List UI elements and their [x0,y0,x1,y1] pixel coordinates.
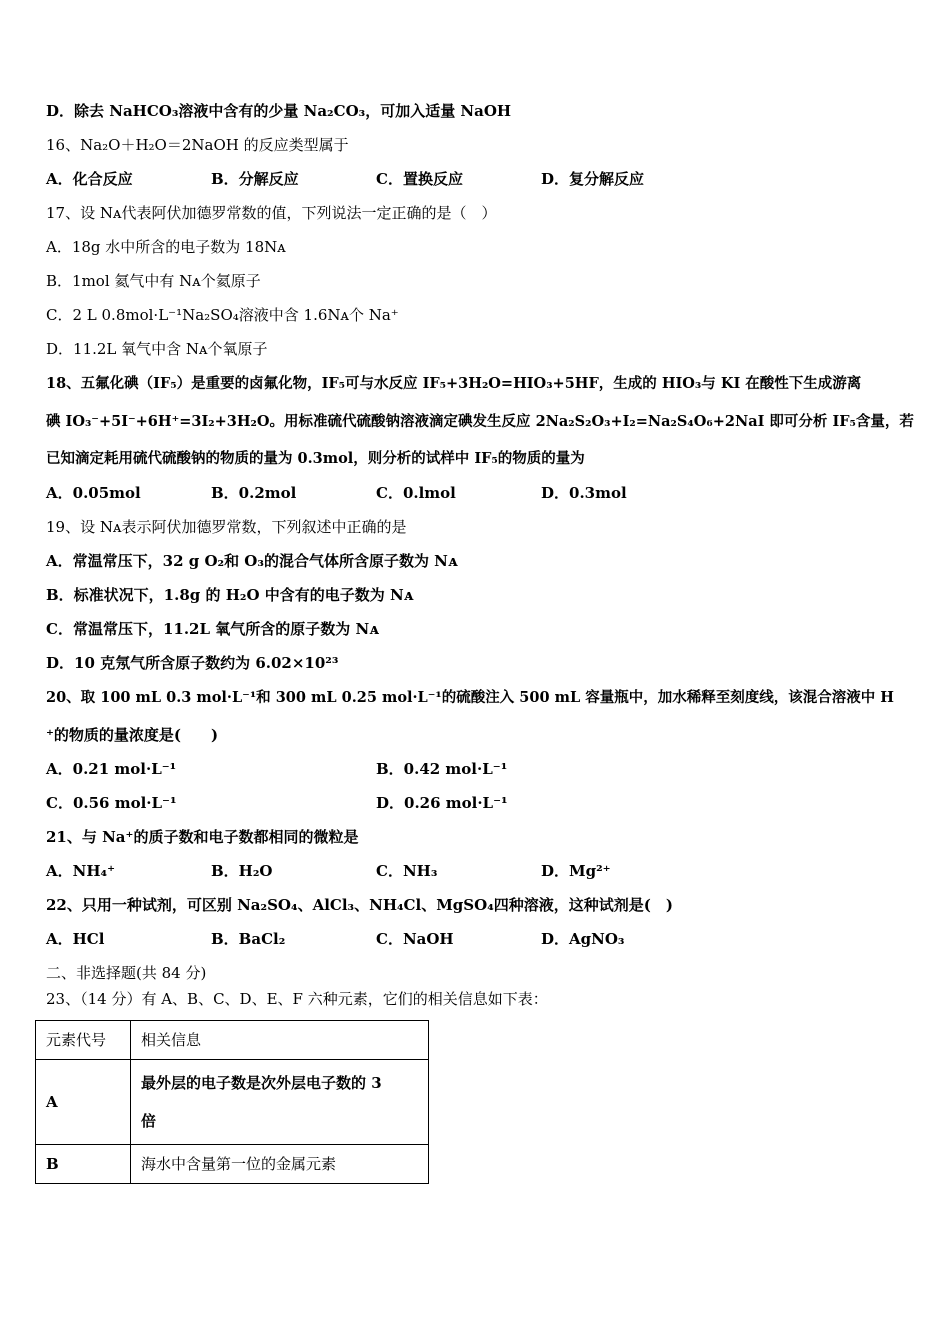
q20-option-a: A．0.21 mol·L⁻¹ [46,760,177,778]
q19-option-d: D．10 克氖气所含原子数约为 6.02×10²³ [46,654,339,672]
q17-option-a: A．18g 水中所含的电子数为 18Nᴀ [46,238,286,256]
q20-stem-line1 [46,688,894,708]
q21-option-c: C．NH₃ [376,862,438,880]
table-row [36,1060,429,1145]
row-a-info-line2: 倍 [141,1112,157,1130]
q16-stem: 16、Na₂O＋H₂O＝2NaOH 的反应类型属于 [46,136,349,154]
row-b-code: B [36,1145,131,1184]
q23-stem: 23、（14 分）有 A、B、C、D、E、F 六种元素，它们的相关信息如下表： [46,990,548,1008]
q17-option-b: B．1mol 氦气中有 Nᴀ个氦原子 [46,272,261,290]
q21-option-b: B．H₂O [211,862,273,880]
row-b-info: 海水中含量第一位的金属元素 [131,1145,429,1184]
q15-option-d: D．除去 NaHCO₃溶液中含有的少量 Na₂CO₃，可加入适量 NaOH [46,102,512,120]
q20-stem-line2: ⁺的物质的量浓度是( ) [46,726,219,744]
q19-option-a: A．常温常压下，32 g O₂和 O₃的混合气体所含原子数为 Nᴀ [46,552,458,570]
q20-option-d: D．0.26 mol·L⁻¹ [376,794,508,812]
row-a-info [131,1060,429,1145]
table-row [36,1145,429,1184]
q17-option-d: D．11.2L 氧气中含 Nᴀ个氧原子 [46,340,268,358]
q16-option-a: A．化合反应 [46,170,133,188]
q20-option-b: B．0.42 mol·L⁻¹ [376,760,508,778]
q16-option-d: D．复分解反应 [541,170,645,188]
q22-option-b: B．BaCl₂ [211,930,286,948]
q16-option-c: C．置换反应 [376,170,463,188]
q19-stem: 19、设 Nᴀ表示阿伏加德罗常数，下列叙述中正确的是 [46,518,407,536]
q18-option-c: C．0.lmol [376,484,456,502]
header-related-info: 相关信息 [131,1021,429,1060]
q21-option-d: D．Mg²⁺ [541,862,611,880]
q20-stem-text: 20、取 100 mL 0.3 mol·L⁻¹和 300 mL 0.25 mol·L⁻¹的硫酸注入 500 mL 容量瓶中，加水稀释至刻度线，该混合溶液中 H [46,689,894,706]
q19-option-c: C．常温常压下，11.2L 氧气所含的原子数为 Nᴀ [46,620,379,638]
q21-option-a: A．NH₄⁺ [46,862,116,880]
q18-option-a: A．0.05mol [46,484,141,502]
q18-option-b: B．0.2mol [211,484,297,502]
q22-stem: 22、只用一种试剂，可区别 Na₂SO₄、AlCl₃、NH₄Cl、MgSO₄四种溶液，这种试剂是( ) [46,896,673,914]
q20-option-c: C．0.56 mol·L⁻¹ [46,794,177,812]
q17-stem: 17、设 Nᴀ代表阿伏加德罗常数的值，下列说法一定正确的是（ ） [46,204,497,222]
section-title: 二、非选择题(共 84 分) [46,964,207,982]
q18-stem-line3: 已知滴定耗用硫代硫酸钠的物质的量为 0.3mol，则分析的试样中 IF₅的物质的量为 [46,450,585,467]
q16-option-b: B．分解反应 [211,170,299,188]
q18-stem-line1: 18、五氟化碘（IF₅）是重要的卤氟化物，IF₅可与水反应 IF₅+3H₂O=HIO₃+5HF，生成的 HIO₃与 KI 在酸性下生成游离 [46,375,862,392]
q19-option-b: B．标准状况下，1.8g 的 H₂O 中含有的电子数为 Nᴀ [46,586,414,604]
q21-stem: 21、与 Na⁺的质子数和电子数都相同的微粒是 [46,828,359,846]
q22-option-a: A．HCl [46,930,105,948]
q22-option-d: D．AgNO₃ [541,930,625,948]
q22-option-c: C．NaOH [376,930,454,948]
q18-option-d: D．0.3mol [541,484,627,502]
element-info-table [35,1020,429,1184]
row-a-code: A [36,1060,131,1145]
q18-stem-line2: 碘 IO₃⁻+5I⁻+6H⁺=3I₂+3H₂O。用标准硫代硫酸钠溶液滴定碘发生反应 2Na₂S₂O₃+I₂=Na₂S₄O₆+2NaI 即可分析 IF₅含量，若 [46,413,914,430]
header-element-code: 元素代号 [36,1021,131,1060]
table-header-row [36,1021,429,1060]
row-a-info-line1: 最外层的电子数是次外层电子数的 3 [141,1074,382,1092]
q17-option-c: C．2 L 0.8mol·L⁻¹Na₂SO₄溶液中含 1.6Nᴀ个 Na⁺ [46,306,399,324]
